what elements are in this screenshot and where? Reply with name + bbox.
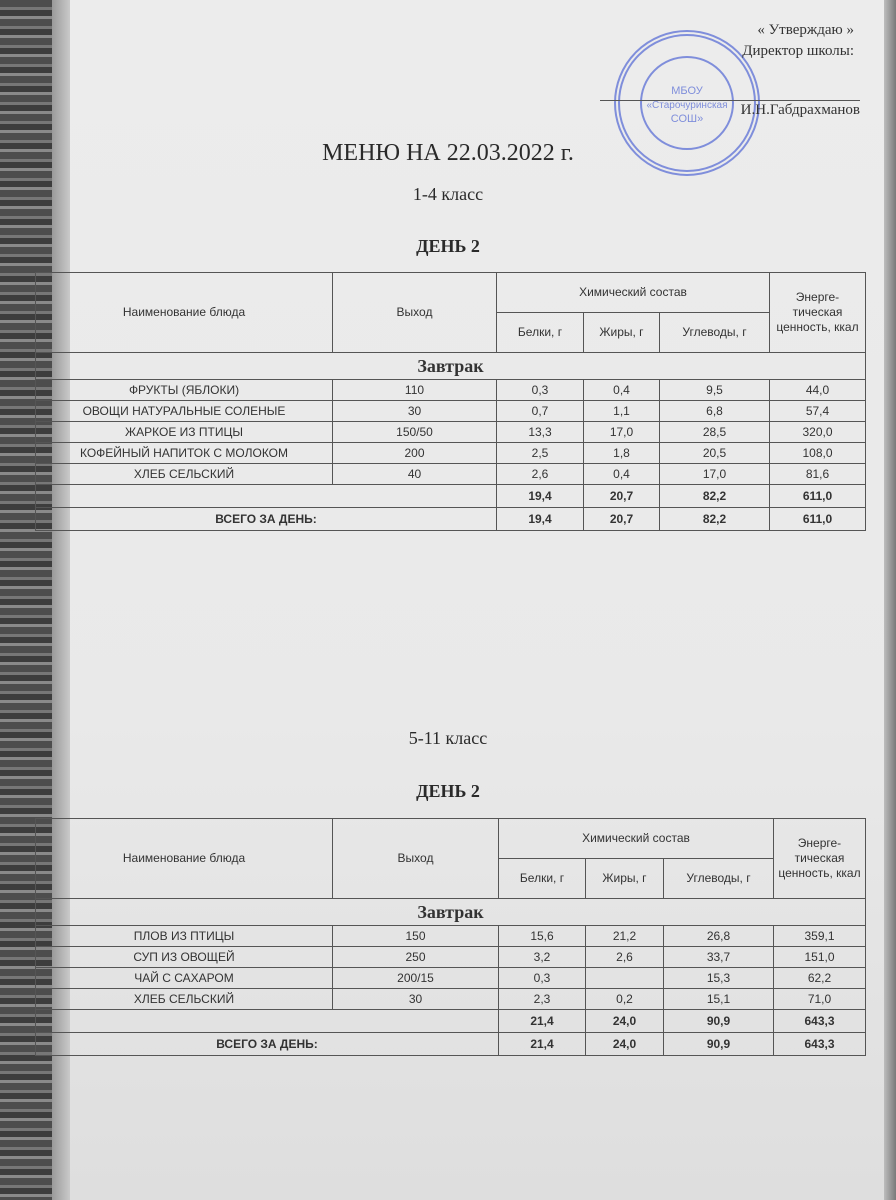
subtotal-energy: 643,3: [774, 1010, 866, 1033]
header-dish: Наименование блюда: [36, 273, 333, 353]
header-carbs: Углеводы, г: [664, 859, 774, 899]
dish-carbs: 9,5: [660, 380, 770, 401]
table-row: [36, 968, 866, 989]
dish-carbs: 15,1: [664, 989, 774, 1010]
dish-carbs: 20,5: [660, 443, 770, 464]
header-protein: Белки, г: [499, 859, 586, 899]
dish-fat: 21,2: [586, 926, 664, 947]
dish-name: ЧАЙ С САХАРОМ: [36, 968, 333, 989]
dish-energy: 57,4: [770, 401, 866, 422]
section-1-day: ДЕНЬ 2: [416, 236, 480, 256]
dish-fat: 17,0: [584, 422, 660, 443]
table-row: [36, 464, 866, 485]
dish-fat: 0,4: [584, 464, 660, 485]
subtotal-protein: 21,4: [499, 1010, 586, 1033]
subtotal-row: [36, 485, 866, 508]
dish-carbs: 17,0: [660, 464, 770, 485]
table-row: [36, 926, 866, 947]
dish-energy: 151,0: [774, 947, 866, 968]
subtotal-fat: 24,0: [586, 1010, 664, 1033]
total-carbs: 90,9: [664, 1033, 774, 1056]
dish-yield: 200/15: [333, 968, 499, 989]
dish-yield: 40: [333, 464, 497, 485]
dish-carbs: 28,5: [660, 422, 770, 443]
header-chem: Химический состав: [497, 273, 770, 313]
subtotal-carbs: 82,2: [660, 485, 770, 508]
dish-name: ХЛЕБ СЕЛЬСКИЙ: [36, 989, 333, 1010]
header-yield: Выход: [333, 819, 499, 899]
header-dish: Наименование блюда: [36, 819, 333, 899]
subtotal-empty: [36, 1010, 499, 1033]
meal-label: Завтрак: [36, 353, 866, 380]
meal-label: Завтрак: [36, 899, 866, 926]
header-carbs: Углеводы, г: [660, 313, 770, 353]
dish-name: ХЛЕБ СЕЛЬСКИЙ: [36, 464, 333, 485]
approval-signer: И.Н.Габдрахманов: [600, 100, 860, 119]
total-protein: 21,4: [499, 1033, 586, 1056]
table-row: [36, 989, 866, 1010]
dish-yield: 250: [333, 947, 499, 968]
header-fat: Жиры, г: [586, 859, 664, 899]
total-row: [36, 508, 866, 531]
page-title: МЕНЮ НА 22.03.2022 г.: [322, 140, 574, 166]
dish-carbs: 26,8: [664, 926, 774, 947]
header-yield: Выход: [333, 273, 497, 353]
header-energy: Энерге-тическая ценность, ккал: [774, 819, 866, 899]
dish-protein: 3,2: [499, 947, 586, 968]
dish-protein: 15,6: [499, 926, 586, 947]
dish-carbs: 15,3: [664, 968, 774, 989]
menu-table-2: [35, 818, 866, 1056]
total-label: ВСЕГО ЗА ДЕНЬ:: [36, 508, 497, 531]
total-label: ВСЕГО ЗА ДЕНЬ:: [36, 1033, 499, 1056]
header-protein: Белки, г: [497, 313, 584, 353]
seal-line-3: СОШ»: [670, 113, 704, 125]
dish-yield: 150: [333, 926, 499, 947]
total-protein: 19,4: [497, 508, 584, 531]
approval-line-1: « Утверждаю »: [757, 22, 854, 38]
dish-energy: 71,0: [774, 989, 866, 1010]
subtotal-energy: 611,0: [770, 485, 866, 508]
approval-line-2: Директор школы:: [742, 43, 854, 59]
table-row: [36, 401, 866, 422]
dish-protein: 0,3: [499, 968, 586, 989]
section-2-day: ДЕНЬ 2: [416, 781, 480, 801]
dish-energy: 44,0: [770, 380, 866, 401]
dish-energy: 320,0: [770, 422, 866, 443]
table-row: [36, 947, 866, 968]
dish-carbs: 6,8: [660, 401, 770, 422]
total-row: [36, 1033, 866, 1056]
dish-yield: 110: [333, 380, 497, 401]
dish-energy: 62,2: [774, 968, 866, 989]
dish-protein: 2,3: [499, 989, 586, 1010]
dish-carbs: 33,7: [664, 947, 774, 968]
dish-energy: 108,0: [770, 443, 866, 464]
dish-yield: 200: [333, 443, 497, 464]
total-carbs: 82,2: [660, 508, 770, 531]
seal-line-1: МБОУ: [671, 85, 703, 97]
dish-name: ОВОЩИ НАТУРАЛЬНЫЕ СОЛЕНЫЕ: [36, 401, 333, 422]
dish-fat: 0,2: [586, 989, 664, 1010]
subtotal-row: [36, 1010, 866, 1033]
dish-fat: 2,6: [586, 947, 664, 968]
subtotal-protein: 19,4: [497, 485, 584, 508]
dish-name: ФРУКТЫ (ЯБЛОКИ): [36, 380, 333, 401]
approval-block: [742, 20, 854, 62]
dish-protein: 13,3: [497, 422, 584, 443]
dish-name: КОФЕЙНЫЙ НАПИТОК С МОЛОКОМ: [36, 443, 333, 464]
dish-protein: 2,6: [497, 464, 584, 485]
subtotal-carbs: 90,9: [664, 1010, 774, 1033]
menu-table-1: [35, 272, 866, 531]
dish-name: ЖАРКОЕ ИЗ ПТИЦЫ: [36, 422, 333, 443]
dish-protein: 0,3: [497, 380, 584, 401]
dish-name: СУП ИЗ ОВОЩЕЙ: [36, 947, 333, 968]
dish-energy: 359,1: [774, 926, 866, 947]
header-fat: Жиры, г: [584, 313, 660, 353]
dish-energy: 81,6: [770, 464, 866, 485]
dish-protein: 0,7: [497, 401, 584, 422]
total-energy: 643,3: [774, 1033, 866, 1056]
dish-yield: 150/50: [333, 422, 497, 443]
dish-protein: 2,5: [497, 443, 584, 464]
seal-line-2: «Старочуринская: [646, 100, 728, 111]
section-1-class: 1-4 класс: [412, 184, 484, 204]
section-2-class: 5-11 класс: [408, 728, 488, 748]
total-fat: 20,7: [584, 508, 660, 531]
dish-fat: 1,1: [584, 401, 660, 422]
dish-fat: 0,4: [584, 380, 660, 401]
table-row: [36, 380, 866, 401]
dish-name: ПЛОВ ИЗ ПТИЦЫ: [36, 926, 333, 947]
subtotal-fat: 20,7: [584, 485, 660, 508]
total-energy: 611,0: [770, 508, 866, 531]
subtotal-empty: [36, 485, 497, 508]
header-energy: Энерге-тическая ценность, ккал: [770, 273, 866, 353]
dish-fat: [586, 968, 664, 989]
dish-fat: 1,8: [584, 443, 660, 464]
header-chem: Химический состав: [499, 819, 774, 859]
total-fat: 24,0: [586, 1033, 664, 1056]
table-row: [36, 443, 866, 464]
table-row: [36, 422, 866, 443]
dish-yield: 30: [333, 401, 497, 422]
dish-yield: 30: [333, 989, 499, 1010]
scan-right-edge: [884, 0, 896, 1200]
